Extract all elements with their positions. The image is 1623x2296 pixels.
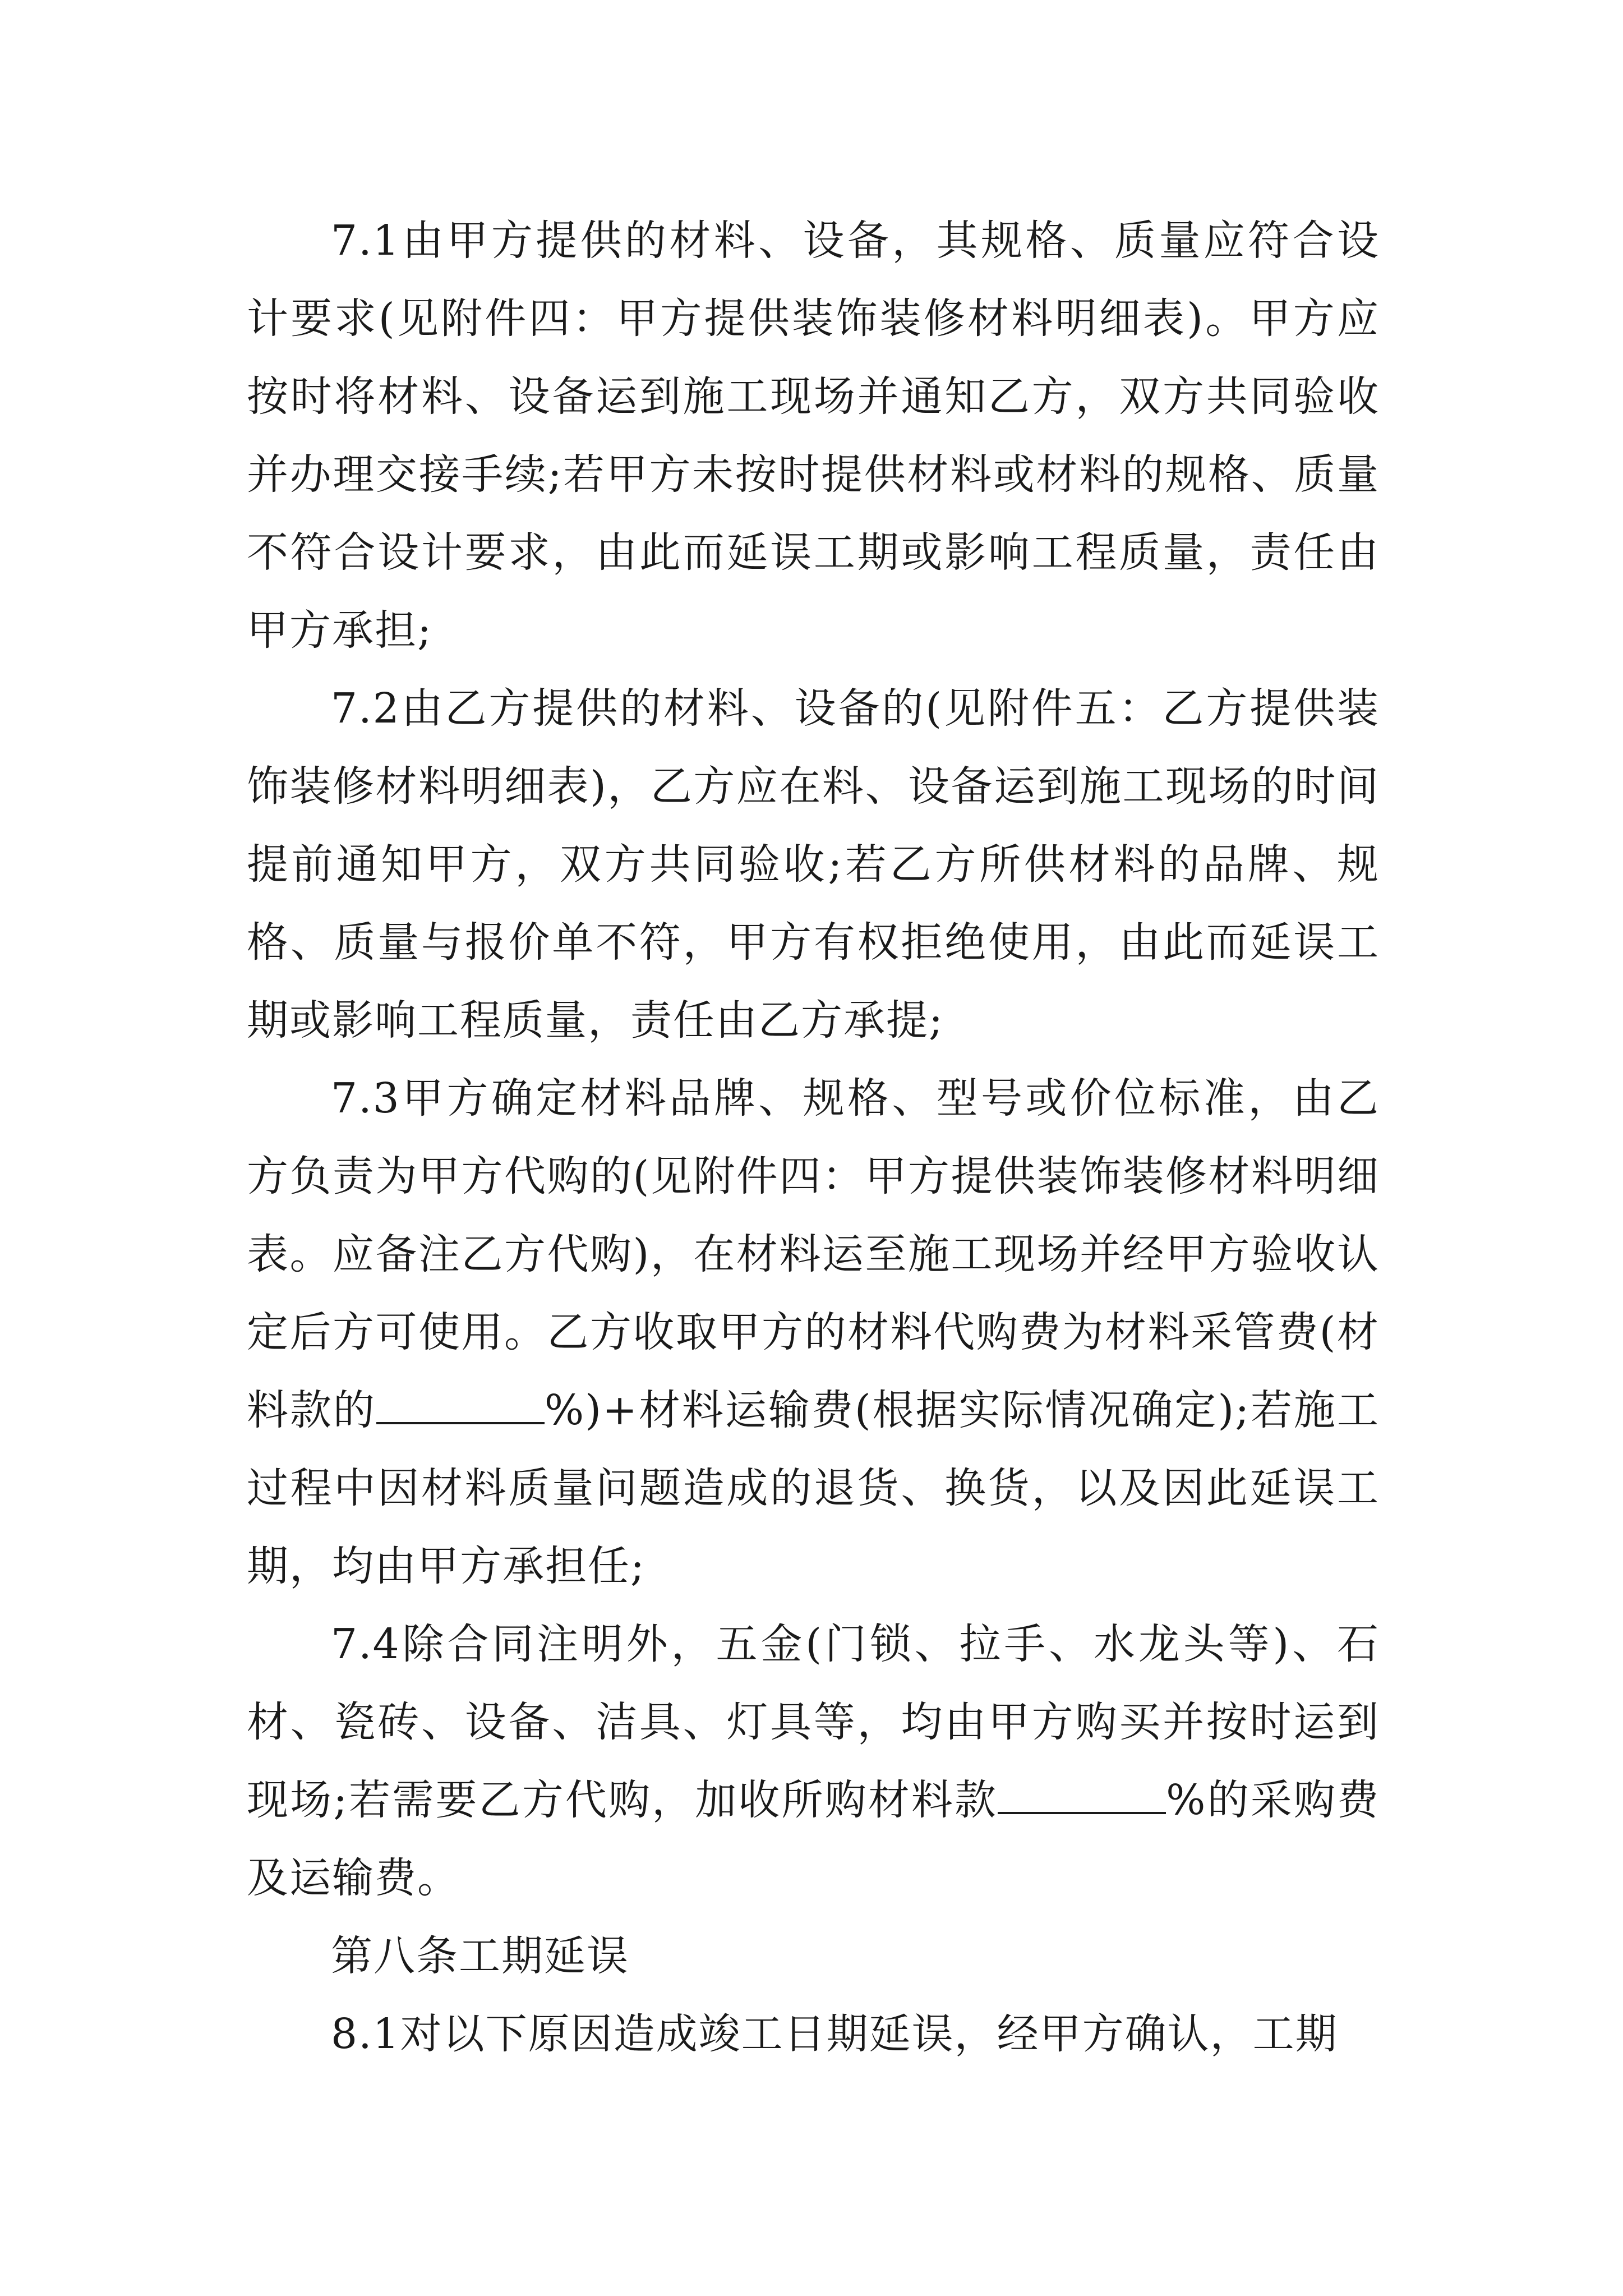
- clause-7-1-text: 7.1由甲方提供的材料、设备，其规格、质量应符合设计要求(见附件四：甲方提供装饰装修材料明细表)。甲方应按时将材料、设备运到施工现场并通知乙方，双方共同验收并办理交接手续;若甲方未按时提供材料或材料的规格、质量不符合设计要求，由此而延误工期或影响工程质量，责任由甲方承担;: [247, 217, 1380, 655]
- clause-7-4-text-part2: %的采购费及运输费。: [247, 1776, 1380, 1902]
- fill-in-blank-purchase-fee-rate: [998, 1778, 1166, 1814]
- section-heading-8-text: 第八条工期延误: [331, 1932, 629, 1980]
- clause-7-1: [247, 202, 1380, 670]
- clause-7-2: [247, 670, 1380, 1060]
- clause-8-1: [247, 1995, 1380, 2073]
- clause-7-3: [247, 1060, 1380, 1605]
- clause-7-3-text-part2: %)+材料运输费(根据实际情况确定);若施工过程中因材料质量问题造成的退货、换货，以及因此延误工期，均由甲方承担任;: [247, 1386, 1380, 1590]
- clause-7-2-text: 7.2由乙方提供的材料、设备的(见附件五：乙方提供装饰装修材料明细表)，乙方应在料、设备运到施工现场的时间提前通知甲方，双方共同验收;若乙方所供材料的品牌、规格、质量与报价单不符，甲方有权拒绝使用，由此而延误工期或影响工程质量，责任由乙方承提;: [247, 684, 1380, 1045]
- clause-7-4-text-part1: 7.4除合同注明外，五金(门锁、拉手、水龙头等)、石材、瓷砖、设备、洁具、灯具等，均由甲方购买并按时运到现场;若需要乙方代购，加收所购材料款: [247, 1620, 1380, 1824]
- clause-8-1-text: 8.1对以下原因造成竣工日期延误，经甲方确认，工期: [331, 2010, 1338, 2058]
- clause-7-4: [247, 1605, 1380, 1917]
- fill-in-blank-procurement-rate: [376, 1388, 545, 1424]
- section-heading-8: [247, 1917, 1380, 1995]
- document-body: [247, 202, 1380, 2073]
- clause-7-3-text-part1: 7.3甲方确定材料品牌、规格、型号或价位标准，由乙方负责为甲方代购的(见附件四：甲方提供装饰装修材料明细表。应备注乙方代购)，在材料运至施工现场并经甲方验收认定后方可使用。乙方收取甲方的材料代购费为材料采管费(材料款的: [247, 1074, 1380, 1434]
